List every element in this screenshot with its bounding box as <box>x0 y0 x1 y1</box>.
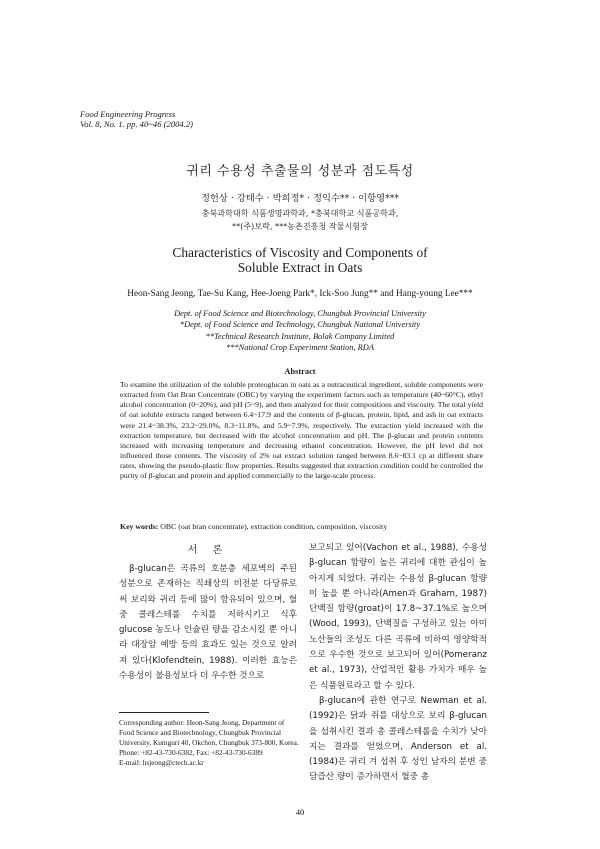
english-title-line: Soluble Extract in Oats <box>237 260 363 275</box>
intro-paragraph: 보고되고 있어(Vachon et al., 1988), 수용성 β-glucan 함량이 높은 귀리에 대한 관심이 높아지게 되었다. 귀리는 수용성 β-glucan 함량이 높을 뿐 아니라(Amen과 Graham, 1987) 단백질 함량(groat)이 17.8~37.1%로 높으며(Wood, 1993), 단백질을 구성하고 있는 아미노산들의 조성도 다른 곡류에 비하여 영양학적으로 우수한 것으로 보고되어 있어(Pomeranz et al., 1973), 산업적인 활용 가치가 매우 높은 식품원료라고 할 수 있다. <box>309 543 487 691</box>
keywords-text: OBC (oat bran concentrate), extraction condition, composition, viscosity <box>160 522 388 531</box>
korean-affiliation-line: 충북과학대학 식품생명과학과, *충북대학교 식품공학과, <box>201 208 399 218</box>
journal-header <box>80 109 193 129</box>
english-affiliation-line: *Dept. of Food Science and Technology, Chungbuk National University <box>179 320 421 330</box>
footnote-divider <box>119 712 209 713</box>
keywords-label: Key words: <box>120 522 159 531</box>
journal-name: Food Engineering Progress <box>80 109 176 119</box>
page-number: 40 <box>295 808 305 817</box>
korean-title: 귀리 수용성 추출물의 성분과 점도특성 <box>186 164 414 179</box>
korean-affiliations <box>0 207 600 233</box>
english-affiliation-line: **Technical Research Institute, Bolak Company Limited <box>205 331 395 341</box>
abstract-text: To examine the utilization of the soluble proteoglucan in oats as a nutraceutical ingredient, soluble components were extracted from Oat Bran Concentrate (OBC) by varying the experiment factors such as temperature (40~60°C), ethyl alcohol concentration (0~20%), and pH (5~9), and then analyzed for their compositions and viscosity. The total yield of oat soluble extracts ranged between 6.4~17.9 and the contents of β-glucan, protein, lipid, and ash in oat extracts were 21.4~38.3%, 23.2~29.0%, 8.3~11.8%, and 5.9~7.9%, respectively. The extraction yield increased with the extraction temperature, but decreased with the alcohol concentration and pH. The β-glucan and protein contents increased with increasing temperature and decreasing ethanol concentration. However, the pH level did not influenced those contents. The viscosity of 2% oat extract solution ranged between 8.6~83.1 cp at different share rates, showing the pseudo-plastic flow properties. Results suggested that extraction condition could be controlled the purity of β-glucan and protein and applied commercially to the large-scale process. <box>120 380 483 481</box>
english-authors: Heon-Sang Jeong, Tae-Su Kang, Hee-Joeng Park*, Ick-Soo Jung** and Hang-young Lee*** <box>127 289 473 299</box>
korean-affiliation-line: **(주)보락, ***농촌진흥청 작물시험장 <box>232 221 368 231</box>
journal-citation: Vol. 8, No. 1. pp. 40~46 (2004.2) <box>80 119 194 129</box>
footnote-line: Phone: +82-43-730-6382, Fax: +82-43-730-6389 <box>119 747 263 757</box>
english-affiliation-line: Dept. of Food Science and Biotechnology, Chungbuk Provincial University <box>174 309 426 318</box>
intro-paragraph: β-glucan은 곡류의 호분층 세포벽의 주된 성분으로 존재하는 직쇄상의 비전분 다당류로써 보리와 귀리 등에 많이 함유되어 있으며, 혈중 콜레스테롤 수치를 저하시키고 식후 glucose 농도나 인슐린 량을 감소시킬 뿐 아니라 대장암 예방 등의 효과도 있는 것으로 알려져 있다(Klofendtein, 1988). 이러한 효능은 수용성이 불용성보다 더 우수한 것으로 <box>119 564 297 682</box>
english-title <box>0 245 600 275</box>
intro-paragraph: β-glucan에 관한 연구로 Newman et al.(1992)은 닭과 쥐를 대상으로 보리 β-glucan을 섭취시킨 결과 총 콜레스테롤을 수치가 낮아지는 결과를 얻었으며, Anderson et al.(1984)은 귀리 겨 섭취 후 성인 남자의 분변 중 담즙산 량이 증가하면서 혈중 총 <box>309 695 487 783</box>
corresponding-author-footnote <box>119 718 299 768</box>
footnote-email: E-mail: hsjeong@ctech.ac.kr <box>119 757 204 767</box>
english-affiliation-line: ***National Crop Experiment Station, RDA <box>226 343 374 353</box>
abstract-heading: Abstract <box>284 367 316 376</box>
abstract-body <box>120 380 483 482</box>
keywords <box>120 522 483 531</box>
footnote-line: Corresponding author: Heon-Sang Jeong, Department of Food Science and Biotechnology, Chungbuk Provincial University, Kumguri 40, Okchon, Chungbuk 373-800, Korea. <box>119 718 299 747</box>
korean-authors: 정헌상 · 강태수 · 박희정* · 정익수** · 이항영*** <box>200 193 400 204</box>
english-title-line: Characteristics of Viscosity and Components of <box>172 245 428 260</box>
introduction-heading: 서 론 <box>187 545 229 556</box>
body-column-right <box>309 541 487 786</box>
english-affiliations <box>0 308 600 354</box>
body-column-left <box>119 562 297 684</box>
